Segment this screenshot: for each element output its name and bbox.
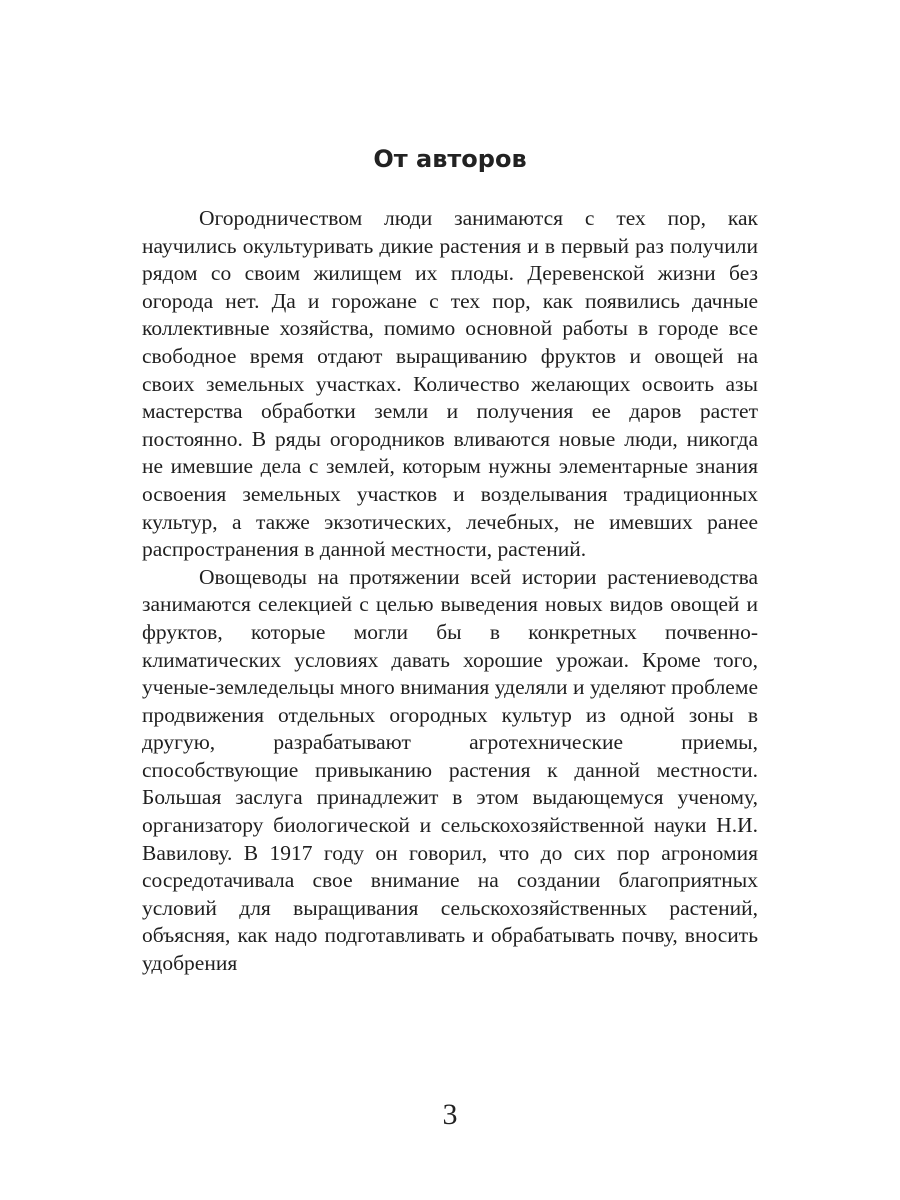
page-number: 3 <box>442 1098 458 1131</box>
body-text <box>142 205 758 978</box>
chapter-title: От авторов <box>373 145 527 173</box>
paragraph-2: Овощеводы на протяжении всей истории растениеводства занимаются селекцией с целью выведения новых видов овощей и фруктов, которые могли бы в конкретных почвенно-климатических условиях давать хорошие урожаи. Кроме того, ученые-земледельцы много внимания уделяли и уделяют проблеме продвижения отдельных огородных культур из одной зоны в другую, разрабатывают агротехнические приемы, способствующие привыканию растения к данной местности. Большая заслуга принадлежит в этом выдающемуся ученому, организатору биологической и сельскохозяйственной науки Н.И. Вавилову. В 1917 году он говорил, что до сих пор агрономия сосредотачивала свое внимание на создании благоприятных условий для выращивания сельскохозяйственных растений, объясняя, как надо подготавливать и обрабатывать почву, вносить удобрения <box>142 564 758 976</box>
paragraph-1: Огородничеством люди занимаются с тех пор, как научились окультуривать дикие растения и в первый раз получили рядом со своим жилищем их плоды. Деревенской жизни без огорода нет. Да и горожане с тех пор, как появились дачные коллективные хозяйства, помимо основной работы в городе все свободное время отдают выращиванию фруктов и овощей на своих земельных участках. Количество желающих освоить азы мастерства обработки земли и получения ее даров растет постоянно. В ряды огородников вливаются новые люди, никогда не имевшие дела с землей, которым нужны элементарные знания освоения земельных участков и возделывания традиционных культур, а также экзотических, лечебных, не имевших ранее распространения в данной местности, растений. <box>142 206 758 562</box>
